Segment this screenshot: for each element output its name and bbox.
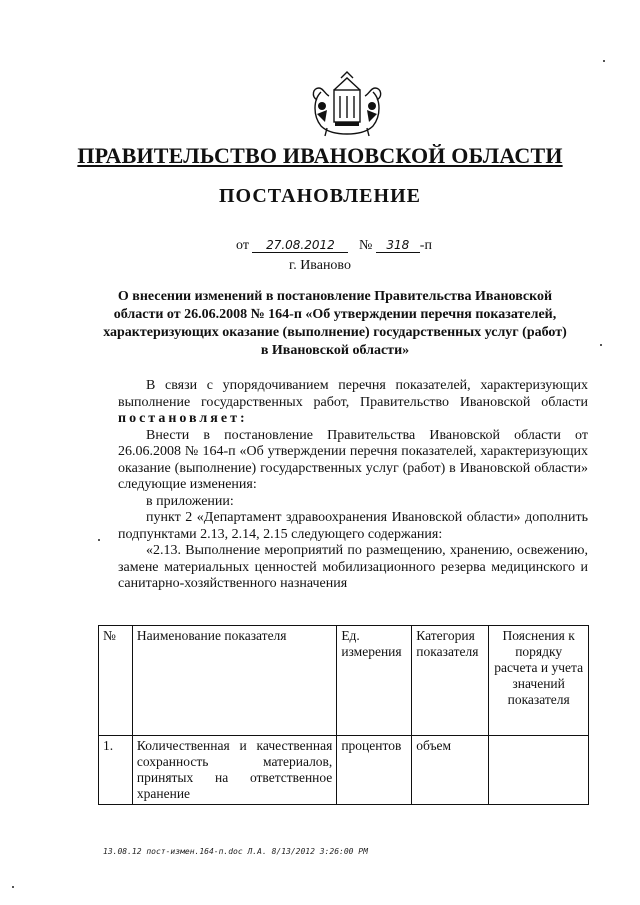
indicators-table: [98, 625, 589, 805]
resolves-word: постановляет:: [118, 411, 248, 426]
header-cell-notes: Пояснения к порядку расчета и учета значений показателя: [489, 626, 589, 736]
header-cell-number: №: [99, 626, 133, 736]
item-paragraph: пункт 2 «Департамент здравоохранения Ивановской области» дополнить подпунктами 2.13, 2.14, 2.15 следующего содержания:: [118, 510, 588, 542]
subitem-paragraph: «2.13. Выполнение мероприятий по размещению, хранению, освежению, замене материальных ценностей мобилизационного резерва медицинского и санитарно-хозяйственного назначения: [118, 543, 588, 591]
organization-title: ПРАВИТЕЛЬСТВО ИВАНОВСКОЙ ОБЛАСТИ: [77, 143, 563, 168]
date-handwritten: 27.08.2012: [252, 238, 348, 253]
number-sign: №: [358, 238, 373, 253]
document-type: ПОСТАНОВЛЕНИЕ: [219, 185, 421, 207]
coat-of-arms-emblem: [307, 70, 387, 140]
header-cell-category: Категория показателя: [412, 626, 489, 736]
header-cell-unit: Ед. измерения: [337, 626, 412, 736]
intro-paragraph: В связи с упорядочиванием перечня показателей, характеризующих выполнение государственных работ, Правительство Ивановской области постановляет:: [118, 378, 588, 426]
city: г. Иваново: [289, 258, 351, 273]
table-header-row: [99, 626, 589, 736]
scan-speck: [600, 344, 602, 346]
date-prefix: от: [236, 238, 249, 253]
number-suffix: -п: [419, 238, 432, 253]
row-unit: процентов: [337, 736, 412, 805]
appendix-paragraph: в приложении:: [146, 493, 234, 509]
scan-speck: [12, 886, 14, 888]
table-row: [99, 736, 589, 805]
number-handwritten: 318: [376, 238, 420, 253]
row-number: 1.: [99, 736, 133, 805]
row-indicator-name: Количественная и качественная сохранность материалов, принятых на ответственное хранение: [132, 736, 336, 805]
date-number-line: [236, 238, 432, 254]
row-category: объем: [412, 736, 489, 805]
document-body: [118, 378, 588, 593]
header-cell-name: Наименование показателя: [132, 626, 336, 736]
amendment-paragraph: Внести в постановление Правительства Ивановской области от 26.06.2008 № 164-п «Об утверждении перечня показателей, характеризующих оказание (выполнение) государственных услуг (работ) в Ивановской области» следующие изменения:: [118, 427, 588, 492]
document-subject: О внесении изменений в постановление Правительства Ивановской области от 26.06.2008 № 164-п «Об утверждении перечня показателей, характеризующих оказание (выполнение) государственных услуг (работ) в Ивановской области»: [103, 289, 567, 358]
scan-speck: [603, 60, 605, 62]
file-footer: 13.08.12 пост-измен.164-п.doc Л.А. 8/13/2012 3:26:00 PM: [103, 847, 368, 856]
scan-speck: [98, 539, 100, 541]
row-notes: [489, 736, 589, 805]
